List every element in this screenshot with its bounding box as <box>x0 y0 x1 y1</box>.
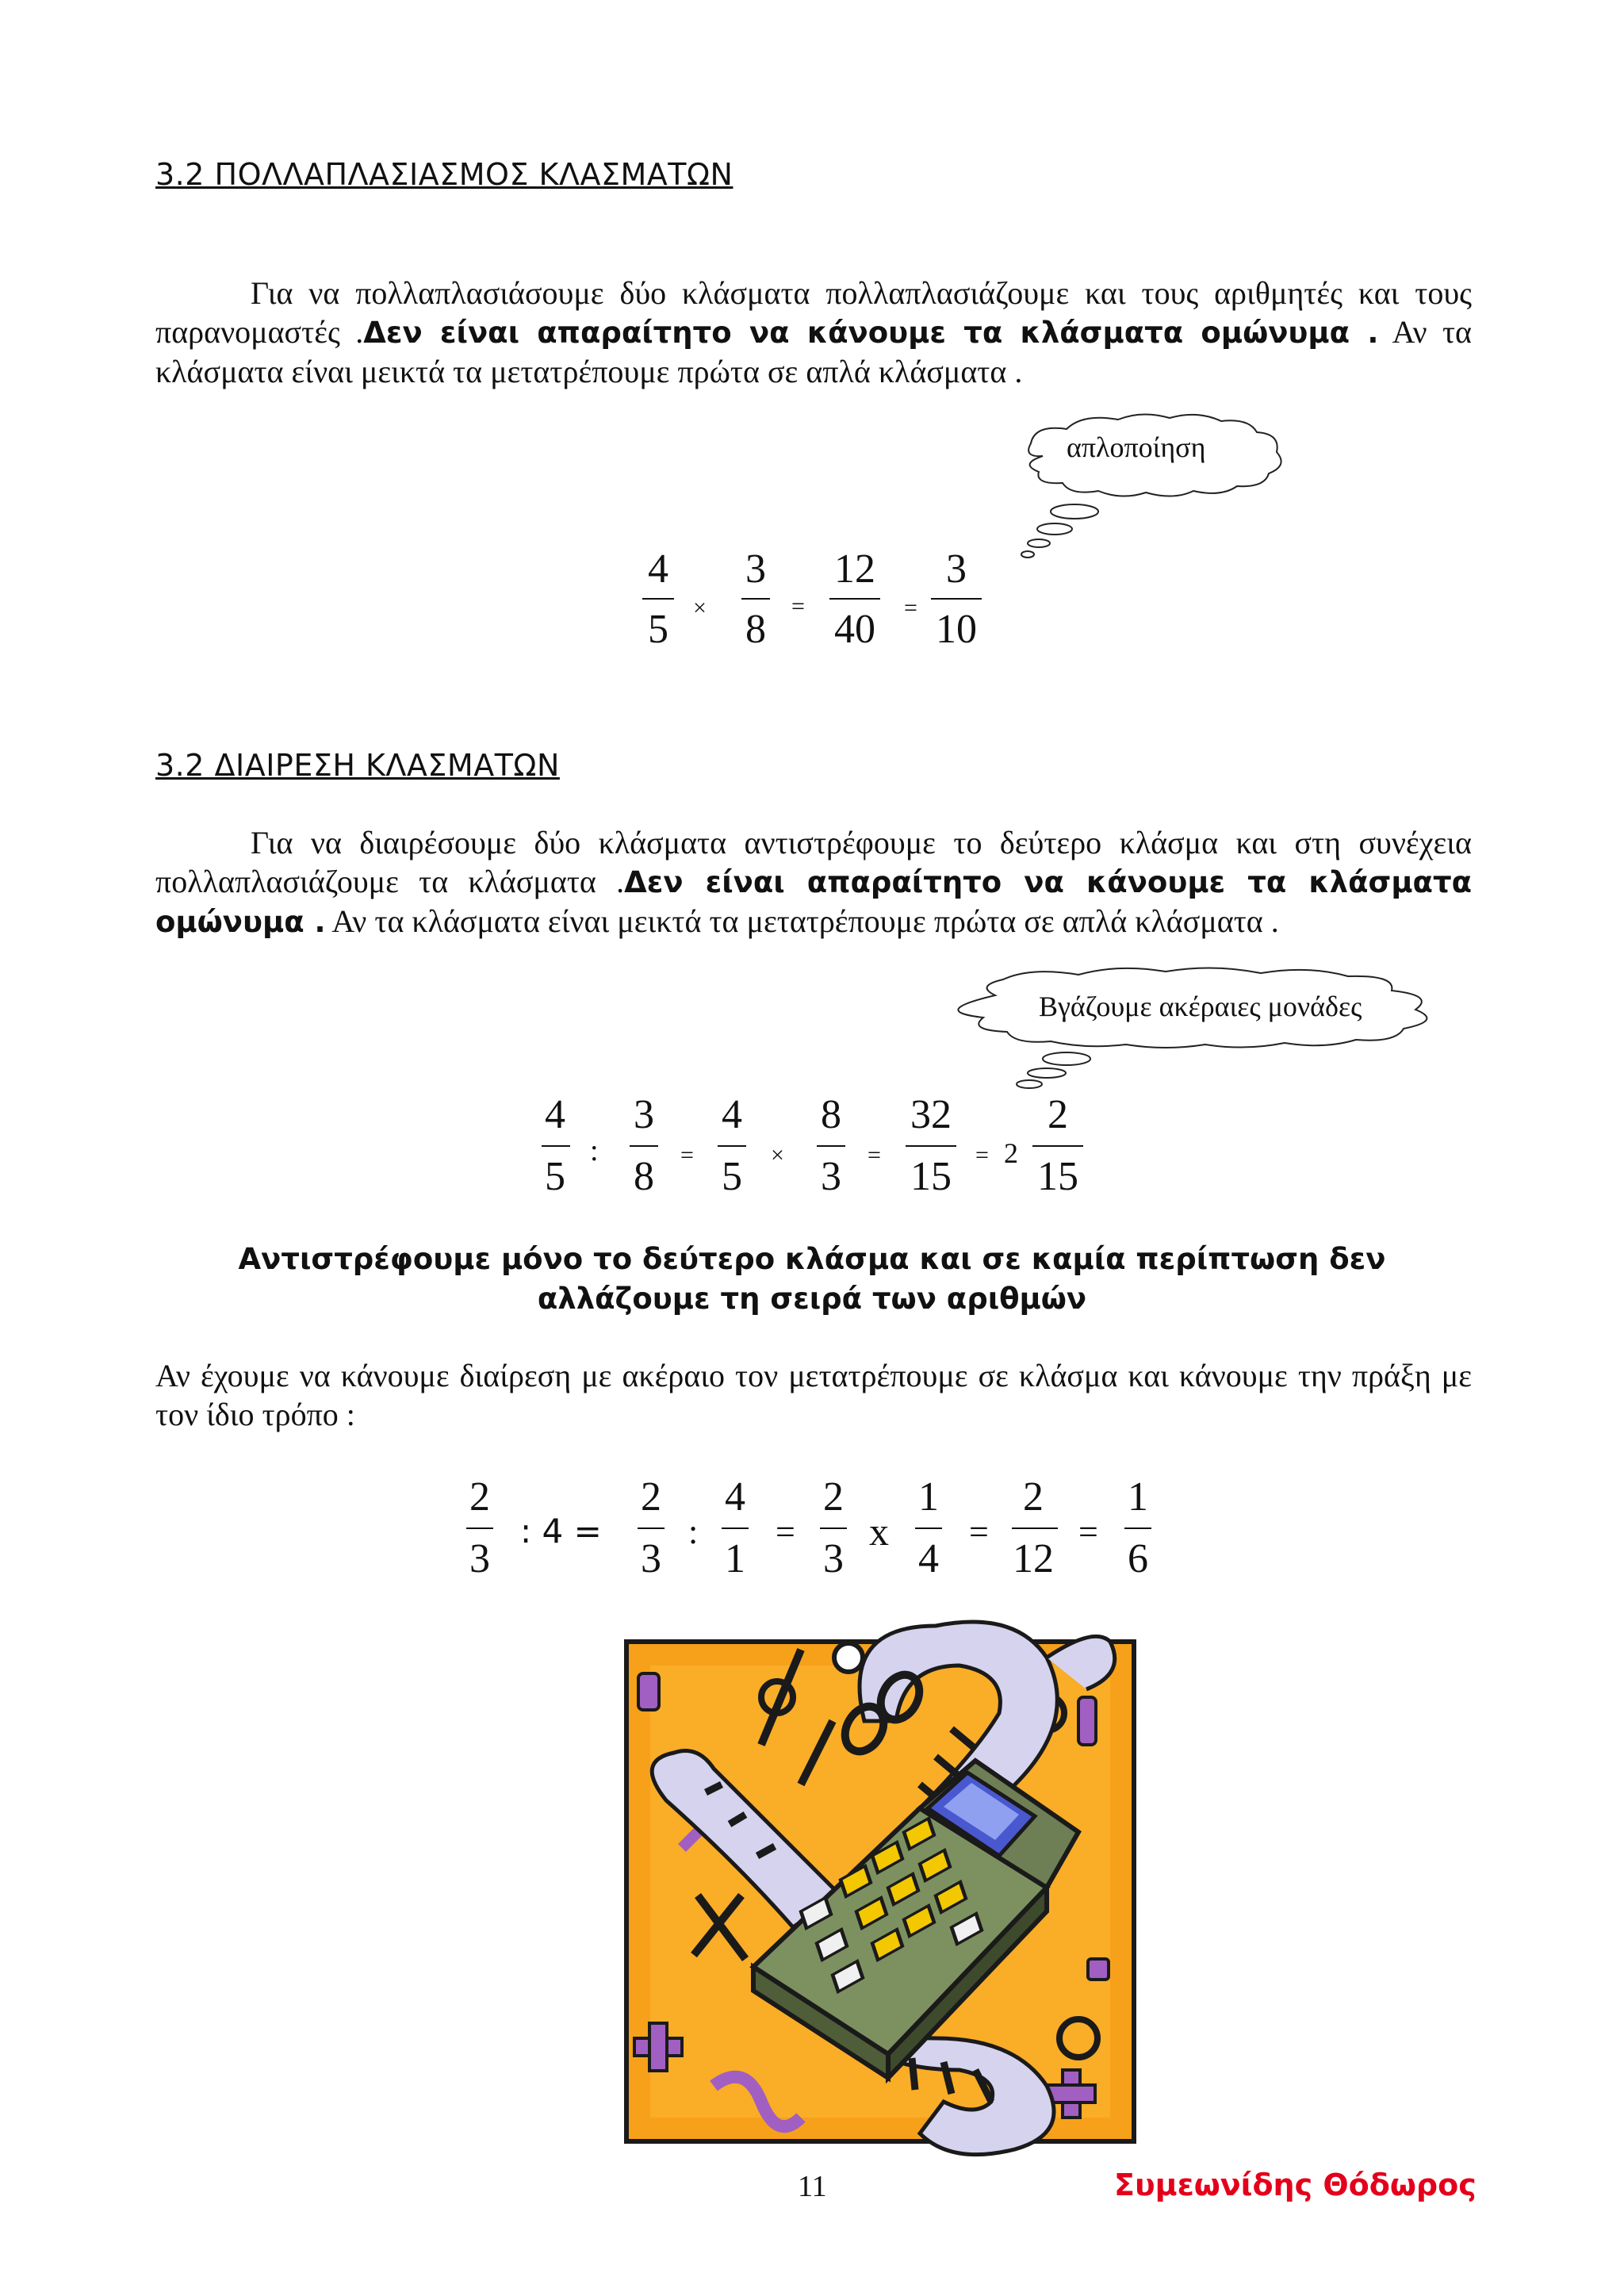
fraction-bar <box>638 1527 665 1529</box>
fraction-bar <box>466 1527 493 1529</box>
fraction-bar <box>642 598 674 600</box>
important-note-line-2: αλλάζουμε τη σειρά των αριθμών <box>537 1282 1087 1316</box>
fraction-denominator: 5 <box>545 1154 565 1199</box>
paragraph-text: Αν τα κλάσματα είναι μεικτά τα μετατρέπουμε πρώτα σε απλά κλάσματα . <box>325 903 1279 939</box>
fraction-bar <box>820 1527 847 1529</box>
multiply-operator: × <box>771 1142 784 1168</box>
fraction-denominator: 3 <box>823 1536 844 1581</box>
fraction-bar <box>718 1145 746 1147</box>
thought-cloud-icon <box>928 964 1467 1098</box>
fraction-bar <box>915 1527 942 1529</box>
mixed-number-whole: 2 <box>1004 1137 1018 1169</box>
fraction-bar <box>630 1145 658 1147</box>
fraction-bar <box>931 598 982 600</box>
paragraph-text: Για να διαιρέσουμε δύο κλάσματα αντιστρέφουμε το δεύτερο κλάσμα και στη συνέχεια πολλαπλασιάζουμε τα κλάσματα . <box>155 825 1472 899</box>
multiply-operator: x <box>869 1509 889 1554</box>
fraction-numerator: 2 <box>1023 1474 1044 1520</box>
equals-sign: = <box>868 1142 881 1168</box>
fraction-numerator: 4 <box>648 546 668 592</box>
equals-sign: = <box>969 1512 989 1551</box>
author-name: Συμεωνίδης Θόδωρος <box>1114 2168 1477 2202</box>
important-note-line-1: Αντιστρέφουμε μόνο το δεύτερο κλάσμα και σε καμία περίπτωση δεν <box>238 1242 1386 1276</box>
multiply-operator: × <box>693 595 707 621</box>
fraction-numerator: 2 <box>1048 1092 1068 1137</box>
fraction-bar <box>1124 1527 1151 1529</box>
fraction-numerator: 2 <box>641 1474 661 1520</box>
fraction-numerator: 4 <box>545 1092 565 1137</box>
fraction-numerator: 3 <box>745 546 766 592</box>
paragraph-bold: Δεν είναι απαραίτητο να κάνουμε τα κλάσματα ομώνυμα . <box>363 316 1379 350</box>
equals-sign: = <box>1078 1512 1098 1551</box>
fraction-denominator: 10 <box>936 607 977 652</box>
section-heading-division: 3.2 ΔΙΑΙΡΕΣΗ ΚΛΑΣΜΑΤΩΝ <box>155 748 560 783</box>
fraction-denominator: 15 <box>1037 1154 1078 1199</box>
section-heading-multiplication: 3.2 ΠΟΛΛΑΠΛΑΣΙΑΣΜΟΣ ΚΛΑΣΜΑΤΩΝ <box>155 157 733 192</box>
fraction-numerator: 2 <box>469 1474 490 1520</box>
divide-operator: : <box>590 1134 599 1167</box>
fraction-denominator: 8 <box>634 1154 654 1199</box>
cloud-label-whole-units: Βγάζουμε ακέραιες μονάδες <box>1039 991 1362 1022</box>
fraction-bar <box>1012 1527 1058 1529</box>
fraction-bar <box>906 1145 956 1147</box>
fraction-numerator: 1 <box>918 1474 939 1520</box>
fraction-denominator: 4 <box>918 1536 939 1581</box>
fraction-denominator: 3 <box>641 1536 661 1581</box>
fraction-numerator: 12 <box>834 546 875 592</box>
fraction-bar <box>817 1145 845 1147</box>
fraction-denominator: 3 <box>469 1536 490 1581</box>
fraction-bar <box>722 1527 749 1529</box>
paragraph-division <box>155 823 1472 941</box>
fraction-denominator: 15 <box>910 1154 952 1199</box>
fraction-denominator: 5 <box>648 607 668 652</box>
paragraph-integer-division: Αν έχουμε να κάνουμε διαίρεση με ακέραιο τον μετατρέπουμε σε κλάσμα και κάνουμε την πράξη με τον ίδιο τρόπο : <box>155 1358 1472 1432</box>
fraction-denominator: 3 <box>821 1154 841 1199</box>
fraction-denominator: 5 <box>722 1154 742 1199</box>
paragraph-text: Αν τα κλάσματα είναι μεικτά τα μετατρέπουμε πρώτα σε απλά κλάσματα . <box>155 314 1472 389</box>
divide-operator: : <box>688 1512 699 1551</box>
fraction-numerator: 4 <box>722 1092 742 1137</box>
fraction-bar <box>542 1145 570 1147</box>
paragraph-bold: Δεν είναι απαραίτητο να κάνουμε τα κλάσματα ομώνυμα . <box>155 865 1472 939</box>
equals-sign: = <box>975 1142 989 1168</box>
fraction-bar <box>829 598 880 600</box>
fraction-numerator: 8 <box>821 1092 841 1137</box>
page-number: 11 <box>798 2170 827 2203</box>
fraction-denominator: 6 <box>1128 1536 1148 1581</box>
paragraph-multiplication <box>155 274 1472 391</box>
fraction-bar <box>1032 1145 1083 1147</box>
fraction-denominator: 8 <box>745 607 766 652</box>
equals-sign: = <box>680 1142 694 1168</box>
fraction-numerator: 1 <box>1128 1474 1148 1520</box>
fraction-numerator: 32 <box>910 1092 952 1137</box>
fraction-numerator: 2 <box>823 1474 844 1520</box>
divide-by-integer: : 4 = <box>520 1512 602 1550</box>
paragraph-text: Για να πολλαπλασιάσουμε δύο κλάσματα πολλαπλασιάζουμε και τους αριθμητές και τους παρανομαστές . <box>155 275 1472 350</box>
equals-sign: = <box>791 593 805 619</box>
equals-sign: = <box>776 1512 795 1551</box>
fraction-denominator: 12 <box>1013 1536 1054 1581</box>
cloud-label-simplification: απλοποίηση <box>1067 431 1206 463</box>
fraction-denominator: 40 <box>834 607 875 652</box>
equals-sign: = <box>904 595 917 621</box>
fraction-numerator: 4 <box>725 1474 745 1520</box>
fraction-numerator: 3 <box>946 546 967 592</box>
fraction-bar <box>741 598 770 600</box>
fraction-numerator: 3 <box>634 1092 654 1137</box>
fraction-denominator: 1 <box>725 1536 745 1581</box>
calculator-clipart-icon <box>603 1594 1174 2165</box>
